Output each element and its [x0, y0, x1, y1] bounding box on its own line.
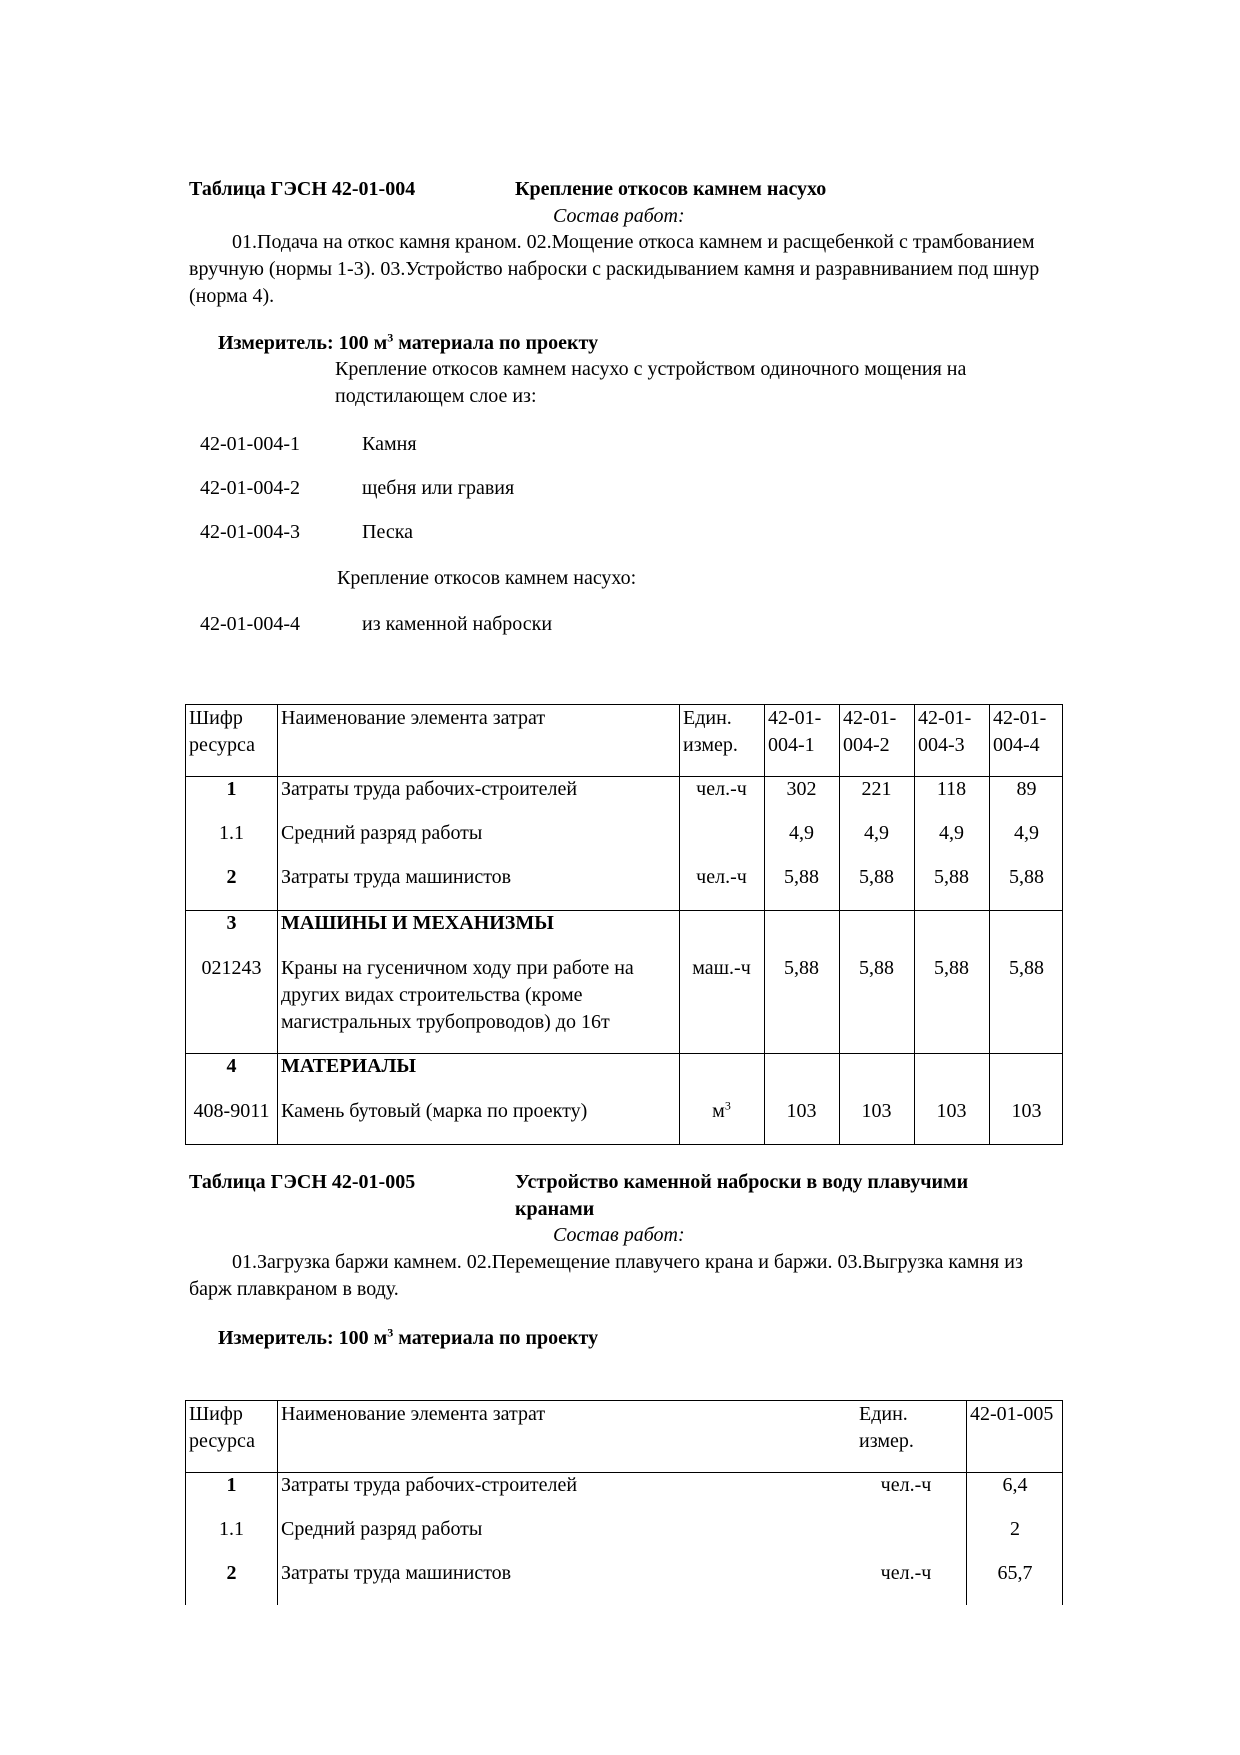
row-name: Затраты труда машинистов	[281, 866, 512, 888]
row-code: 408-9011	[193, 1100, 270, 1122]
works-description: 01.Загрузка баржи камнем. 02.Перемещение плавучего крана и баржи. 03.Выгрузка камня из барж плавкраном в воду.	[189, 1251, 1023, 1300]
row-value: 4,9	[864, 822, 889, 844]
row-value: 89	[1016, 778, 1037, 800]
variant-name: Камня	[362, 433, 417, 455]
col-header-name: Наименование элемента затрат	[281, 1403, 546, 1425]
row-value: 65,7	[997, 1562, 1033, 1584]
variant-code: 42-01-004-2	[200, 477, 300, 499]
row-value: 103	[861, 1100, 892, 1122]
row-value: 5,88	[1009, 866, 1044, 888]
section-code: 4	[226, 1055, 237, 1077]
row-name: Затраты труда рабочих-строителей	[281, 1474, 578, 1496]
row-value: 5,88	[934, 866, 969, 888]
measure-unit: Измеритель: 100 $м^3$ материала по проекту	[218, 330, 599, 354]
row-name: Краны на гусеничном ходу при работе на других видах строительства (кроме магистральных трубопроводов) до 16т	[281, 957, 634, 1033]
col-header-norm: 42-01-005	[970, 1403, 1054, 1425]
row-value: 5,88	[784, 866, 819, 888]
row-value: 5,88	[859, 957, 894, 979]
works-heading: Состав работ:	[553, 205, 685, 227]
row-name: Затраты труда рабочих-строителей	[281, 778, 578, 800]
row-value: 4,9	[939, 822, 964, 844]
section-code: 3	[226, 912, 237, 934]
table-label: Таблица ГЭСН 42-01-005	[189, 1171, 416, 1193]
works-heading: Состав работ:	[553, 1224, 685, 1246]
row-value: 2	[1010, 1518, 1020, 1540]
col-header-code: Шифр ресурса	[189, 707, 255, 756]
section-title: МАТЕРИАЛЫ	[281, 1055, 416, 1077]
row-name: Камень бутовый (марка по проекту)	[281, 1100, 588, 1122]
row-value: 103	[936, 1100, 967, 1122]
group-heading: Крепление откосов камнем насухо с устройством одиночного мощения на подстилающем слое из:	[335, 358, 967, 407]
row-code: 2	[226, 1562, 237, 1584]
variant-code: 42-01-004-3	[200, 521, 300, 543]
row-value: 6,4	[1002, 1474, 1028, 1496]
row-value: 4,9	[789, 822, 814, 844]
row-value: 118	[936, 778, 967, 800]
row-unit: $м^3$	[712, 1098, 731, 1122]
row-unit: чел.-ч	[696, 866, 747, 888]
row-code: 2	[226, 866, 237, 888]
row-code: 1	[226, 1474, 237, 1496]
row-code: 021243	[201, 957, 262, 979]
col-header-norm: 42-01-004-3	[918, 707, 972, 756]
works-description: 01.Подача на откос камня краном. 02.Мощение откоса камнем и расщебенкой с трамбованием вручную (нормы 1-3). 03.Устройство наброски с раскидыванием камня и разравниванием под шнур (норма 4).	[189, 231, 1040, 307]
variant-code: 42-01-004-4	[200, 613, 300, 635]
col-header-unit: Един. измер.	[859, 1403, 914, 1452]
resource-table	[185, 704, 1063, 1145]
col-header-norm: 42-01-004-2	[843, 707, 897, 756]
row-value: 5,88	[784, 957, 819, 979]
variant-name: Песка	[362, 521, 413, 543]
row-value: 5,88	[934, 957, 969, 979]
row-name: Средний разряд работы	[281, 822, 483, 844]
col-header-code: Шифр ресурса	[189, 1403, 255, 1452]
resource-table	[185, 1400, 1063, 1605]
row-value: 221	[861, 778, 892, 800]
row-value: 5,88	[1009, 957, 1044, 979]
table-title: Крепление откосов камнем насухо	[515, 178, 827, 200]
table-title: Устройство каменной наброски в воду плавучими кранами	[515, 1171, 969, 1220]
variant-name: из каменной наброски	[362, 613, 553, 635]
col-header-unit: Един. измер.	[683, 707, 738, 756]
row-name: Затраты труда машинистов	[281, 1562, 512, 1584]
col-header-norm: 42-01-004-4	[993, 707, 1047, 756]
row-unit: чел.-ч	[880, 1562, 932, 1584]
row-value: 302	[786, 778, 817, 800]
variant-name: щебня или гравия	[362, 477, 515, 499]
measure-unit: Измеритель: 100 $м^3$ материала по проекту	[218, 1325, 599, 1349]
row-value: 103	[786, 1100, 817, 1122]
table-label: Таблица ГЭСН 42-01-004	[189, 178, 416, 200]
row-unit: чел.-ч	[696, 778, 747, 800]
row-code: 1	[226, 778, 237, 800]
col-header-norm: 42-01-004-1	[768, 707, 822, 756]
group-heading: Крепление откосов камнем насухо:	[337, 567, 637, 589]
row-code: 1.1	[219, 822, 244, 844]
row-code: 1.1	[219, 1518, 244, 1540]
variant-code: 42-01-004-1	[200, 433, 300, 455]
row-name: Средний разряд работы	[281, 1518, 483, 1540]
row-unit: чел.-ч	[880, 1474, 932, 1496]
row-value: 103	[1011, 1100, 1042, 1122]
row-value: 4,9	[1014, 822, 1039, 844]
col-header-name: Наименование элемента затрат	[281, 707, 546, 729]
section-title: МАШИНЫ И МЕХАНИЗМЫ	[281, 912, 554, 934]
row-unit: маш.-ч	[692, 957, 751, 979]
row-value: 5,88	[859, 866, 894, 888]
